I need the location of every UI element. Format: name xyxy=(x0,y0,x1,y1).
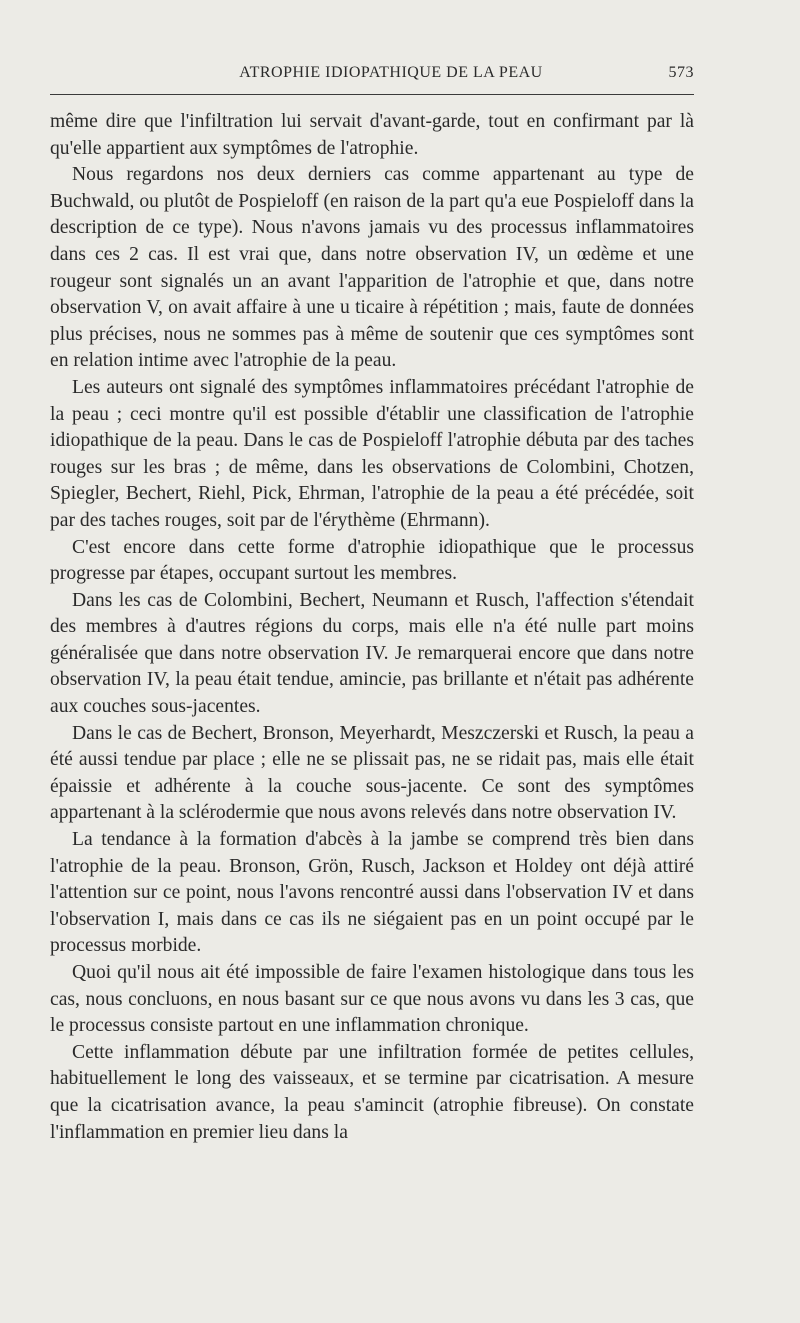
paragraph: Nous regardons nos deux derniers cas comme appartenant au type de Buchwald, ou plutôt de Pospieloff (en raison de la part qu'a eue Pospieloff dans la description de ce type). Nous n'avons jamais vu des processus inflammatoires dans ces 2 cas. Il est vrai que, dans notre observation IV, un œdème et une rougeur sont signalés un an avant l'apparition de l'atrophie et que, dans notre observation V, on avait affaire à une u ticaire à répétition ; mais, faute de données plus précises, nous ne sommes pas à même de soutenir que ces symptômes sont en relation intime avec l'atrophie de la peau. xyxy=(50,164,694,372)
running-title: ATROPHIE IDIOPATHIQUE DE LA PEAU xyxy=(239,64,543,81)
page-number: 573 xyxy=(668,64,694,81)
paragraph: La tendance à la formation d'abcès à la jambe se comprend très bien dans l'atrophie de la peau. Bronson, Grön, Rusch, Jackson et Holdey ont déjà attiré l'attention sur ce point, nous l'avons rencontré aussi dans l'observation IV et dans l'observation I, mais dans ce cas ils ne siégaient pas en un point occupé par le processus morbide. xyxy=(50,829,694,957)
running-head xyxy=(50,58,694,88)
paragraph: Cette inflammation débute par une infiltration formée de petites cellules, habituellement le long des vaisseaux, et se termine par cicatrisation. A mesure que la cicatrisation avance, la peau s'amincit (atrophie fibreuse). On constate l'inflammation en premier lieu dans la xyxy=(50,1041,694,1143)
paragraph: C'est encore dans cette forme d'atrophie idiopathique que le processus progresse par étapes, occupant surtout les membres. xyxy=(50,536,694,585)
paragraph: Quoi qu'il nous ait été impossible de faire l'examen histologique dans tous les cas, nous concluons, en nous basant sur ce que nous avons vu dans les 3 cas, que le processus consiste partout en une inflammation chronique. xyxy=(50,962,694,1037)
paragraph: Les auteurs ont signalé des symptômes inflammatoires précédant l'atrophie de la peau ; ceci montre qu'il est possible d'établir une classification de l'atrophie idiopathique de la peau. Dans le cas de Pospieloff l'atrophie débuta par des taches rouges sur les bras ; de même, dans les observations de Colombini, Chotzen, Spiegler, Bechert, Riehl, Pick, Ehrman, l'atrophie de la peau a été précédée, soit par des taches rouges, soit par de l'érythème (Ehrmann). xyxy=(50,376,694,531)
paragraph: même dire que l'infiltration lui servait d'avant-garde, tout en confirmant par là qu'elle appartient aux symptômes de l'atrophie. xyxy=(50,111,694,159)
paragraph: Dans les cas de Colombini, Bechert, Neumann et Rusch, l'affection s'étendait des membres à d'autres régions du corps, mais elle n'a été nulle part moins généralisée que dans notre observation IV. Je remarquerai encore que dans notre observation IV, la peau était tendue, amincie, pas brillante et n'était pas adhérente aux couches sous-jacentes. xyxy=(50,589,694,718)
header-rule xyxy=(50,94,694,95)
body-text xyxy=(50,109,694,1146)
paragraph: Dans le cas de Bechert, Bronson, Meyerhardt, Meszczerski et Rusch, la peau a été aussi tendue par place ; elle ne se plissait pas, ne se ridait pas, mais elle était épaissie et adhérente à la couche sous-jacente. Ce sont des symptômes appartenant à la sclérodermie que nous avons relevés dans notre observation IV. xyxy=(50,722,694,824)
